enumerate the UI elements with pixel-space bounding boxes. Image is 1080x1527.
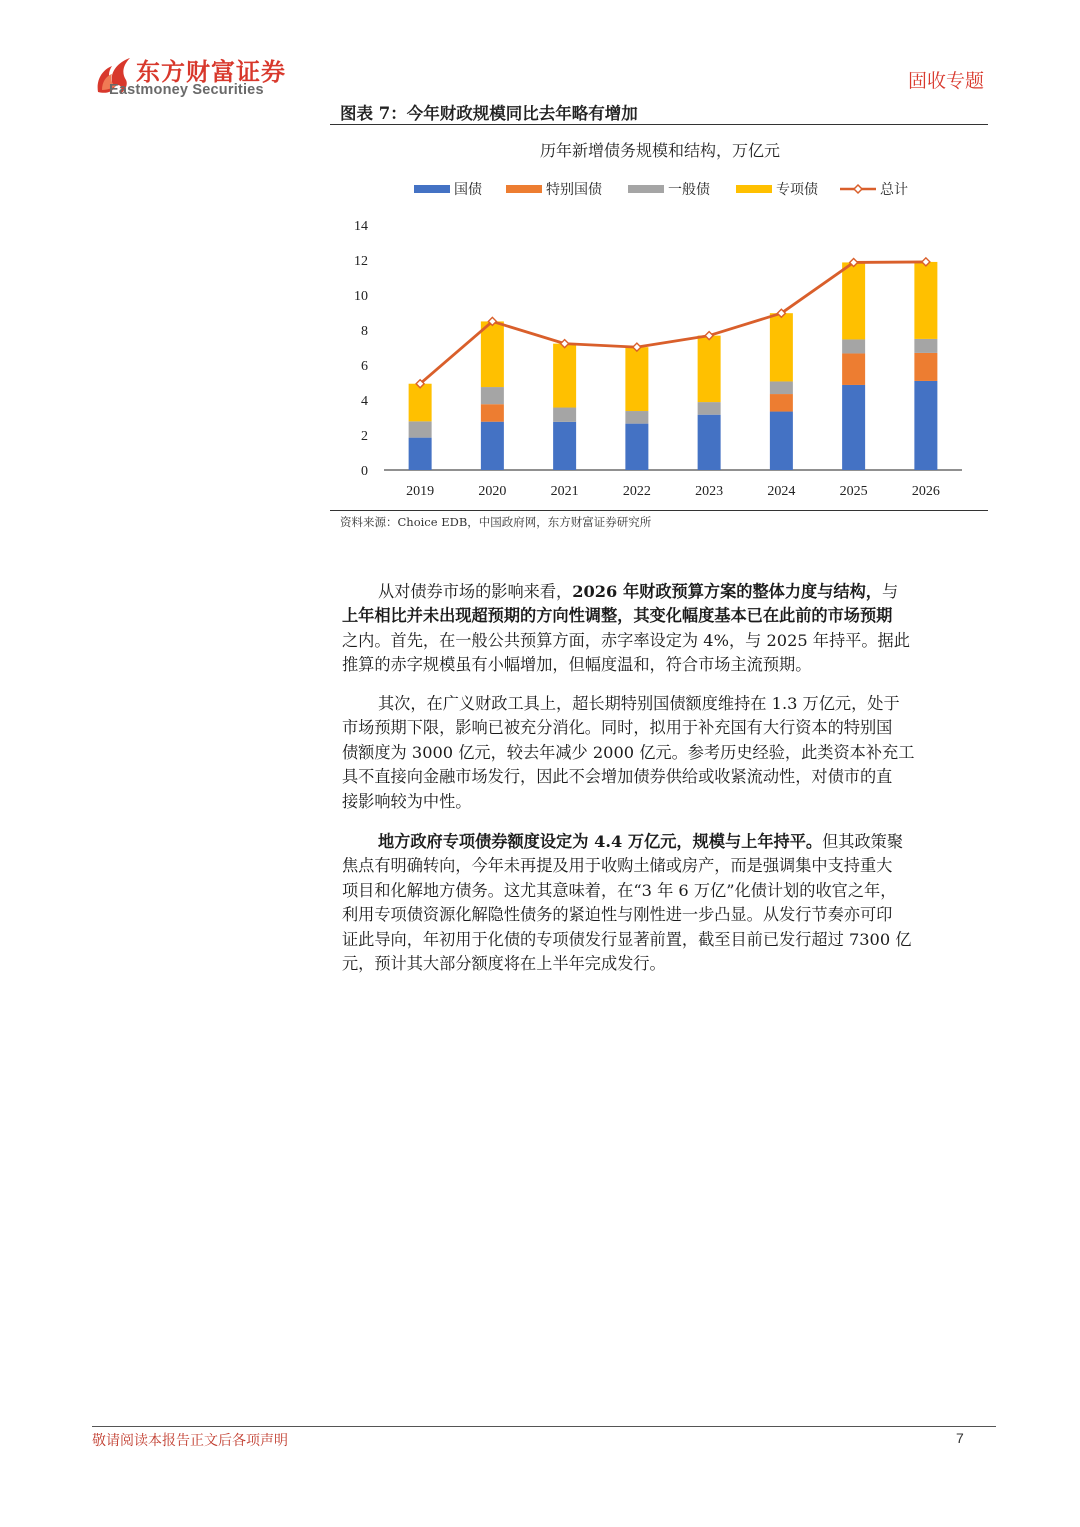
bar-segment: [409, 438, 432, 470]
bar-segment: [553, 344, 576, 408]
figure-top-rule: [330, 124, 988, 125]
bar-segment: [914, 339, 937, 353]
p3-line4: 利用专项债资源化解隐性债务的紧迫性与刚性进一步凸显。从发行节奏亦可印: [342, 905, 893, 925]
bar-segment: [625, 411, 648, 424]
bar-segment: [770, 412, 793, 470]
legend-label: 总计: [880, 182, 908, 198]
bar-segment: [842, 262, 865, 339]
x-tick-label: 2023: [695, 484, 724, 499]
x-tick-label: 2024: [767, 484, 796, 499]
page-number: 7: [956, 1430, 964, 1446]
x-tick-label: 2026: [911, 484, 940, 499]
company-logo: [92, 50, 322, 102]
x-tick-label: 2020: [478, 484, 507, 499]
p2-line5: 接影响较为中性。: [342, 791, 472, 811]
legend-label: 一般债: [668, 182, 710, 198]
y-tick-label: 0: [361, 464, 368, 479]
y-tick-label: 8: [361, 324, 368, 339]
bar-segment: [770, 394, 793, 412]
paragraph-1: [342, 580, 988, 678]
legend-swatch: [506, 185, 542, 193]
paragraph-3: [342, 830, 988, 976]
p3-line3: 项目和化解地方债务。这尤其意味着，在“3 年 6 万亿”化债计划的收官之年，: [342, 880, 897, 900]
bar-segment: [698, 415, 721, 470]
p2-line3: 债额度为 3000 亿元，较去年减少 2000 亿元。参考历史经验，此类资本补充工: [342, 742, 915, 762]
bar-segment: [770, 381, 793, 394]
legend-label: 特别国债: [546, 182, 602, 198]
logo-cn-text: 东方财富证券: [136, 58, 286, 86]
p1-line4: 推算的赤字规模虽有小幅增加，但幅度温和，符合市场主流预期。: [342, 655, 812, 675]
bar-segment: [481, 387, 504, 404]
bar-segment: [842, 353, 865, 385]
chart-title: 历年新增债务规模和结构，万亿元: [539, 141, 781, 160]
bar-segment: [914, 381, 937, 470]
footer-rule: [92, 1426, 996, 1427]
x-tick-label: 2022: [622, 484, 651, 499]
y-tick-label: 6: [361, 359, 368, 374]
p3-line6: 元，预计其大部分额度将在上半年完成发行。: [342, 953, 666, 973]
p1-line2: 上年相比并未出现超预期的方向性调整，其变化幅度基本已在此前的市场预期: [342, 606, 893, 626]
footer-disclaimer: 敬请阅读本报告正文后各项声明: [92, 1433, 288, 1449]
bar-segment: [481, 321, 504, 387]
paragraph-2: [342, 692, 988, 814]
bar-segment: [481, 422, 504, 470]
chart-bars: [409, 262, 938, 470]
bar-segment: [842, 385, 865, 470]
y-tick-label: 14: [354, 219, 368, 234]
bar-segment: [553, 408, 576, 422]
y-tick-label: 12: [354, 254, 368, 269]
p1-line3: 之内。首先，在一般公共预算方面，赤字率设定为 4%，与 2025 年持平。据此: [342, 630, 910, 650]
p3-line1-b: 但其政策聚: [822, 832, 904, 851]
figure-source: 资料来源：Choice EDB，中国政府网，东方财富证券研究所: [340, 515, 652, 529]
p1-line1-a: 从对债券市场的影响来看，: [378, 582, 573, 601]
legend-swatch: [628, 185, 664, 193]
y-tick-label: 10: [354, 289, 368, 304]
bar-segment: [409, 384, 432, 422]
bar-segment: [625, 424, 648, 470]
section-tag: 固收专题: [907, 70, 984, 92]
bar-segment: [842, 339, 865, 353]
x-tick-label: 2025: [839, 484, 868, 499]
p2-line4: 具不直接向金融市场发行，因此不会增加债券供给或收紧流动性，对债市的直: [342, 767, 893, 787]
logo-en-text: Eastmoney Securities: [109, 82, 264, 98]
chart-container: [330, 128, 988, 510]
bar-segment: [409, 421, 432, 437]
p2-line2: 市场预期下限，影响已被充分消化。同时，拟用于补充国有大行资本的特别国: [342, 718, 893, 738]
p3-line5: 证此导向，年初用于化债的专项债发行显著前置，截至目前已发行超过 7300 亿: [342, 929, 912, 949]
p3-line2: 焦点有明确转向，今年未再提及用于收购土储或房产，而是强调集中支持重大: [342, 856, 893, 876]
bar-segment: [914, 353, 937, 381]
bar-segment: [625, 347, 648, 411]
x-tick-label: 2019: [406, 484, 435, 499]
chart-legend: [414, 181, 908, 198]
legend-marker: [854, 185, 862, 193]
y-tick-label: 4: [361, 394, 368, 409]
y-tick-label: 2: [361, 429, 368, 444]
bar-segment: [553, 422, 576, 470]
bar-segment: [770, 313, 793, 381]
legend-swatch: [414, 185, 450, 193]
p2-line1: 其次，在广义财政工具上，超长期特别国债额度维持在 1.3 万亿元，处于: [378, 694, 900, 713]
figure-bottom-rule: [330, 510, 988, 511]
bar-segment: [698, 336, 721, 403]
debt-chart: [330, 128, 988, 510]
p3-line1-bold: 地方政府专项债券额度设定为 4.4 万亿元，规模与上年持平。: [378, 832, 823, 851]
bar-segment: [481, 404, 504, 422]
x-tick-label: 2021: [550, 484, 579, 499]
figure-title: 图表 7：今年财政规模同比去年略有增加: [340, 104, 638, 123]
legend-swatch: [736, 185, 772, 193]
legend-label: 国债: [454, 182, 482, 198]
p1-line1-bold: 2026 年财政预算方案的整体力度与结构，: [572, 582, 882, 601]
bar-segment: [698, 402, 721, 415]
legend-label: 专项债: [776, 182, 818, 198]
bar-segment: [914, 262, 937, 339]
p1-line1-c: 与: [881, 582, 899, 601]
